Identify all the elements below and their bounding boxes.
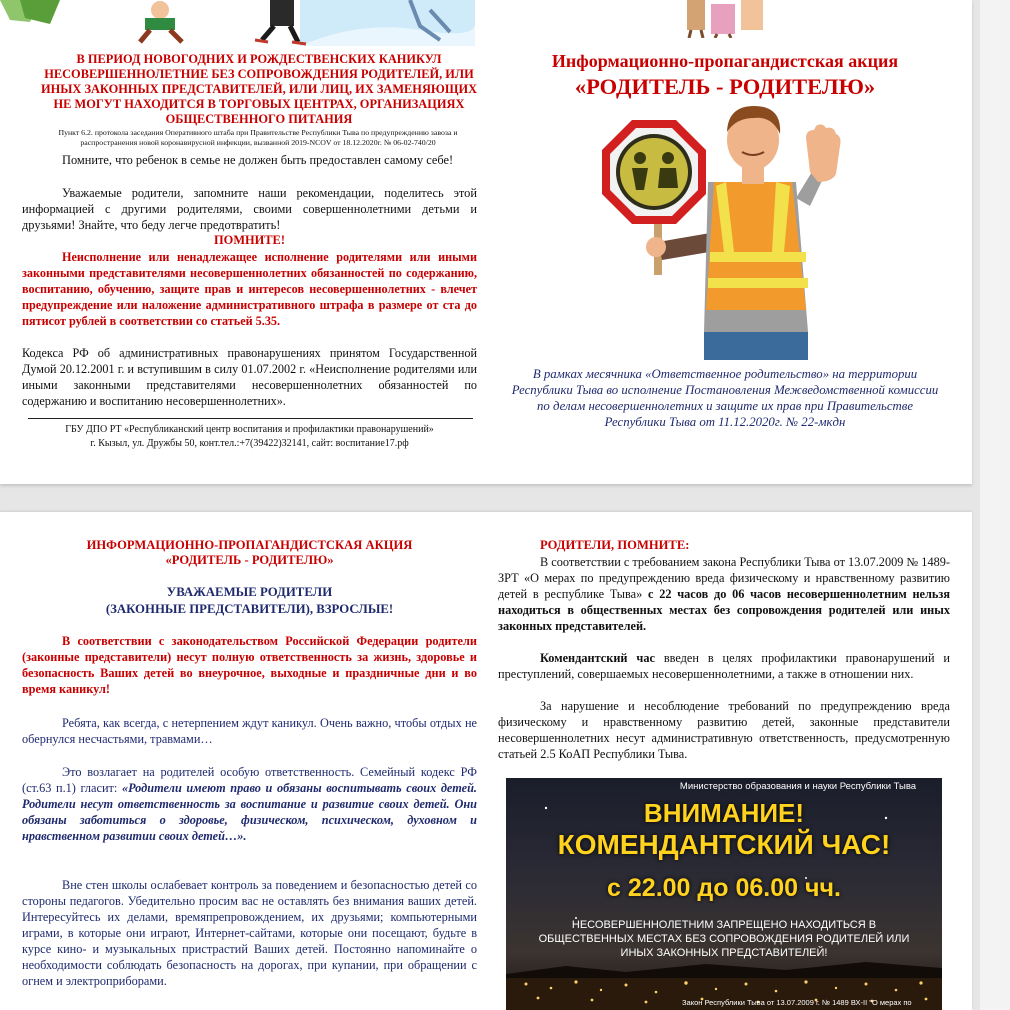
curfew-law-rule: с 22 часов до 06 часов несовершеннолетним нельзя находиться в общественных местах без сопровождения родителей или иных законных представителей. [498,587,950,633]
liability-paragraph: За нарушение и несоблюдение требований по предупреждению вреда физическому и нравственному развитию детей, законные представители несовершеннолетних несут административную ответственность, предусмотренную статьей 2.5 КоАП Республики Тыва. [498,699,950,761]
recommendation-paragraph: Уважаемые родители, запомните наши рекомендации, поделитесь этой информацией с другими родителями, своими совершеннолетними детьми и друзьями! Знайте, что беду легче предотвратить! [22,186,477,232]
crossing-guard-illustration [596,102,846,360]
campaign-title: Информационно-пропагандистская акция [551,51,899,71]
footer-divider [28,418,473,419]
campaign-caption: В рамках месячника «Ответственное родительство» на территории Республики Тыва во исполнение Постановления Межведомственной комиссии по делам несовершеннолетних и защите их прав при Правительстве Республики Тыва от 11.12.2020г. № 22-мкдн [511,367,939,429]
holidays-paragraph: Ребята, как всегда, с нетерпением ждут каникул. Очень важно, чтобы отдых не обернулся несчастьями, травмами… [22,716,477,746]
protocol-note: Пункт 6.2. протокола заседания Оперативного штаба при Правительстве Республики Тыва по предупреждению завоза и распространения новой коронавирусной инфекции, вызванной 2019-NCOV от 18.12.2020г. № 06-02-740/20 [58,128,458,147]
campaign-name: «РОДИТЕЛЬ - РОДИТЕЛЮ» [574,74,876,99]
address-line-2: (ЗАКОННЫЕ ПРЕДСТАВИТЕЛИ), ВЗРОСЛЫЕ! [105,602,394,616]
campaign-name-caps: «РОДИТЕЛЬ - РОДИТЕЛЮ» [165,553,334,567]
remember-heading: ПОМНИТЕ! [214,233,285,247]
curfew-warning-heading: В ПЕРИОД НОВОГОДНИХ И РОЖДЕСТВЕНСКИХ КАНИКУЛ НЕСОВЕРШЕННОЛЕТНИЕ БЕЗ СОПРОВОЖДЕНИЯ РОДИТЕЛЕЙ, ИЛИ ИНЫХ ЗАКОННЫХ ПРЕДСТАВИТЕЛЕЙ, ИЛИ ЛИЦ, ИХ ЗАМЕНЯЮЩИХ НЕ МОГУТ НАХОДИТСЯ В ТОРГОВЫХ ЦЕНТРАХ, ОРГАНИЗАЦИЯХ ОБЩЕСТВЕННОГО ПИТАНИЯ [40,52,478,126]
legal-responsibility-paragraph: В соответствии с законодательством Российской Федерации родители (законные представители) несут полную ответственность за жизнь, здоровье и безопасность Ваших детей во внеурочное, выходные и праздничные дни и во время каникул! [22,634,477,696]
organization-name: ГБУ ДПО РТ «Республиканский центр воспитания и профилактики правонарушений» [65,424,434,435]
family-code-intro: Это возлагает на родителей особую ответственность. Семейный кодекс РФ (ст.63 п.1) гласит: [22,765,477,795]
address-line-1: УВАЖАЕМЫЕ РОДИТЕЛИ [166,585,333,599]
campaign-title-caps: ИНФОРМАЦИОННО-ПРОПАГАНДИСТСКАЯ АКЦИЯ [86,538,413,552]
organization-contacts: г. Кызыл, ул. Дружбы 50, конт.тел.:+7(39422)32141, сайт: воспитание17.рф [90,438,409,449]
document-page-top [0,0,972,484]
poster-curfew: КОМЕНДАНТСКИЙ ЧАС! [557,829,891,860]
viewer-scrollbar[interactable] [980,0,1010,1010]
poster-hours: с 22.00 до 06.00 чч. [607,874,841,902]
poster-ministry: Министерство образования и науки Республики Тыва [679,781,917,792]
curfew-term: Комендантский час [540,651,655,665]
curfew-law-paragraph [498,554,950,634]
curfew-poster [506,778,942,1010]
curfew-law-intro: В соответствии с требованием закона Республики Тыва от 13.07.2009 № 1489-ЗРТ «О мерах по предупреждению вреда физическому и нравственному развитию детей в республике Тыва» [498,555,950,601]
family-illustration [685,0,775,38]
poster-law-footer: Закон Республики Тыва от 13.07.2009 г. № 1489 ВХ-II "О мерах по [682,998,912,1007]
reminder-paragraph: Помните, что ребенок в семье не должен быть предоставлен самому себе! [62,153,454,167]
supervision-paragraph: Вне стен школы ослабевает контроль за поведением и безопасностью детей со стороны педагогов. Убедительно просим вас не оставлять без внимания ваших детей. Интересуйтесь их делами, времяпрепровождением, их друзьями; компьютерными играми, в которые они играют, Интернет-сайтами, которые они посещают, будьте в курсе кино- и музыкальных пристрастий Ваших детей. Постоянно напоминайте о необходимости соблюдать безопасность на дорогах, при купании, при обращении с огнем и электроприборами. [22,878,477,988]
parents-remember-heading: РОДИТЕЛИ, ПОМНИТЕ: [540,538,690,552]
family-code-paragraph [22,764,477,844]
law-paragraph: Кодекса РФ об административных правонарушениях принятом Государственной Думой 20.12.2001 г. и вступившим в силу 01.07.2002 г. «Неисполнение родителями или иными законными представителями несовершеннолетних обязанностей по содержанию и воспитанию несовершеннолетних». [22,346,477,408]
family-code-quote: «Родители имеют право и обязаны воспитывать своих детей. Родители несут ответственность за воспитание и развитие своих детей. Они обязаны заботиться о здоровье, физическом, психическом, духовном и нравственном развитии своих детей…». [22,781,477,843]
responsibility-paragraph: Неисполнение или ненадлежащее исполнение родителями или иными законными представителями несовершеннолетних обязанностей по содержанию, воспитанию, обучению, защите прав и интересов несовершеннолетних - влечет предупреждение или наложение административного штрафа в размере от ста до пятисот рублей в соответствии со статьей 5.35. [22,250,477,328]
curfew-purpose-text: введен в целях профилактики правонарушений и преступлений, совершаемых несовершеннолетними, а также в отношении них. [498,651,950,681]
poster-notice: НЕСОВЕРШЕННОЛЕТНИМ ЗАПРЕЩЕНО НАХОДИТЬСЯ В ОБЩЕСТВЕННЫХ МЕСТАХ БЕЗ СОПРОВОЖДЕНИЯ РОДИТЕЛЕЙ ИЛИ ИНЫХ ЗАКОННЫХ ПРЕДСТАВИТЕЛЕЙ! [538,919,910,959]
curfew-purpose-paragraph [498,650,950,682]
winter-children-illustration [0,0,475,48]
document-page-bottom [0,512,972,1010]
poster-attention: ВНИМАНИЕ! [643,798,805,828]
